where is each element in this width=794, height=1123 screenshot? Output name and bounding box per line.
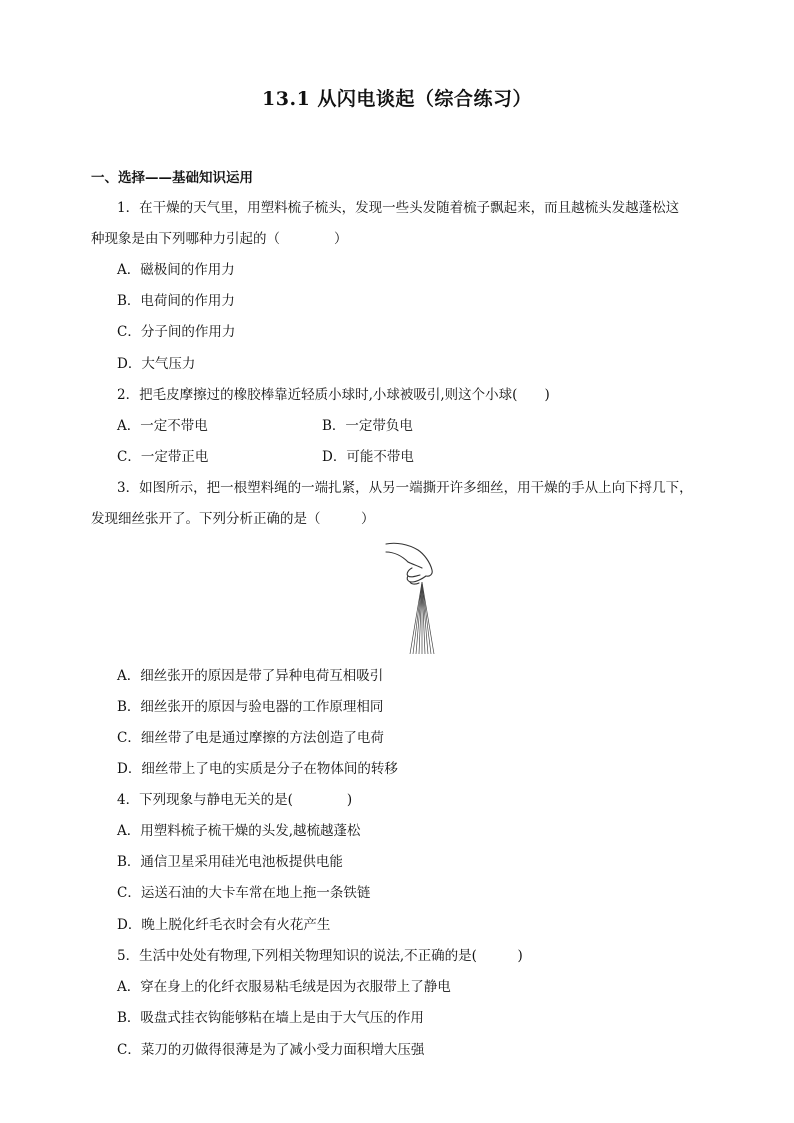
question-2-text: 2．把毛皮摩擦过的橡胶棒靠近轻质小球时,小球被吸引,则这个小球( ) (117, 387, 550, 403)
question-4-option-b: B．通信卫星采用硅光电池板提供电能 (117, 854, 343, 870)
question-3-option-b: B．细丝张开的原因与验电器的工作原理相同 (117, 699, 384, 715)
question-1-text: 1．在干燥的天气里，用塑料梳子梳头，发现一些头发随着梳子飘起来，而且越梳头发越蓬松这 (117, 200, 680, 216)
question-5-option-c: C．菜刀的刃做得很薄是为了减小受力面积增大压强 (117, 1042, 425, 1058)
question-2-option-b: B．一定带负电 (322, 418, 413, 434)
question-2-option-d: D．可能不带电 (322, 449, 414, 465)
plastic-strands-figure (378, 538, 440, 656)
question-5-option-b: B．吸盘式挂衣钩能够粘在墙上是由于大气压的作用 (117, 1010, 424, 1026)
question-2-option-a: A．一定不带电 (117, 418, 208, 434)
question-1-option-d: D．大气压力 (117, 356, 196, 372)
question-3-text: 3．如图所示，把一根塑料绳的一端扎紧，从另一端撕开许多细丝，用干燥的手从上向下捋几下， (117, 480, 693, 496)
question-3-option-a: A．细丝张开的原因是带了异种电荷互相吸引 (117, 668, 384, 684)
page-title: 13.1 从闪电谈起（综合练习） (262, 88, 532, 110)
question-1-option-b: B．电荷间的作用力 (117, 293, 235, 309)
question-4-option-d: D．晚上脱化纤毛衣时会有火花产生 (117, 917, 331, 933)
question-3-option-d: D．细丝带上了电的实质是分子在物体间的转移 (117, 761, 398, 777)
question-4-text: 4．下列现象与静电无关的是( ) (117, 792, 353, 808)
question-4-option-a: A．用塑料梳子梳干燥的头发,越梳越蓬松 (117, 823, 361, 839)
question-1-option-a: A．磁极间的作用力 (117, 262, 235, 278)
question-5-option-a: A．穿在身上的化纤衣服易粘毛绒是因为衣服带上了静电 (117, 979, 451, 995)
question-2-option-c: C．一定带正电 (117, 449, 209, 465)
question-1-text-cont: 种现象是由下列哪种力引起的（ ） (91, 231, 348, 247)
question-4-option-c: C．运送石油的大卡车常在地上拖一条铁链 (117, 885, 371, 901)
question-5-text: 5．生活中处处有物理,下列相关物理知识的说法,不正确的是( ) (117, 948, 523, 964)
section-heading: 一、选择——基础知识运用 (91, 170, 253, 186)
question-3-option-c: C．细丝带了电是通过摩擦的方法创造了电荷 (117, 730, 384, 746)
question-1-option-c: C．分子间的作用力 (117, 324, 236, 340)
question-3-text-cont: 发现细丝张开了。下列分析正确的是（ ） (91, 511, 375, 527)
